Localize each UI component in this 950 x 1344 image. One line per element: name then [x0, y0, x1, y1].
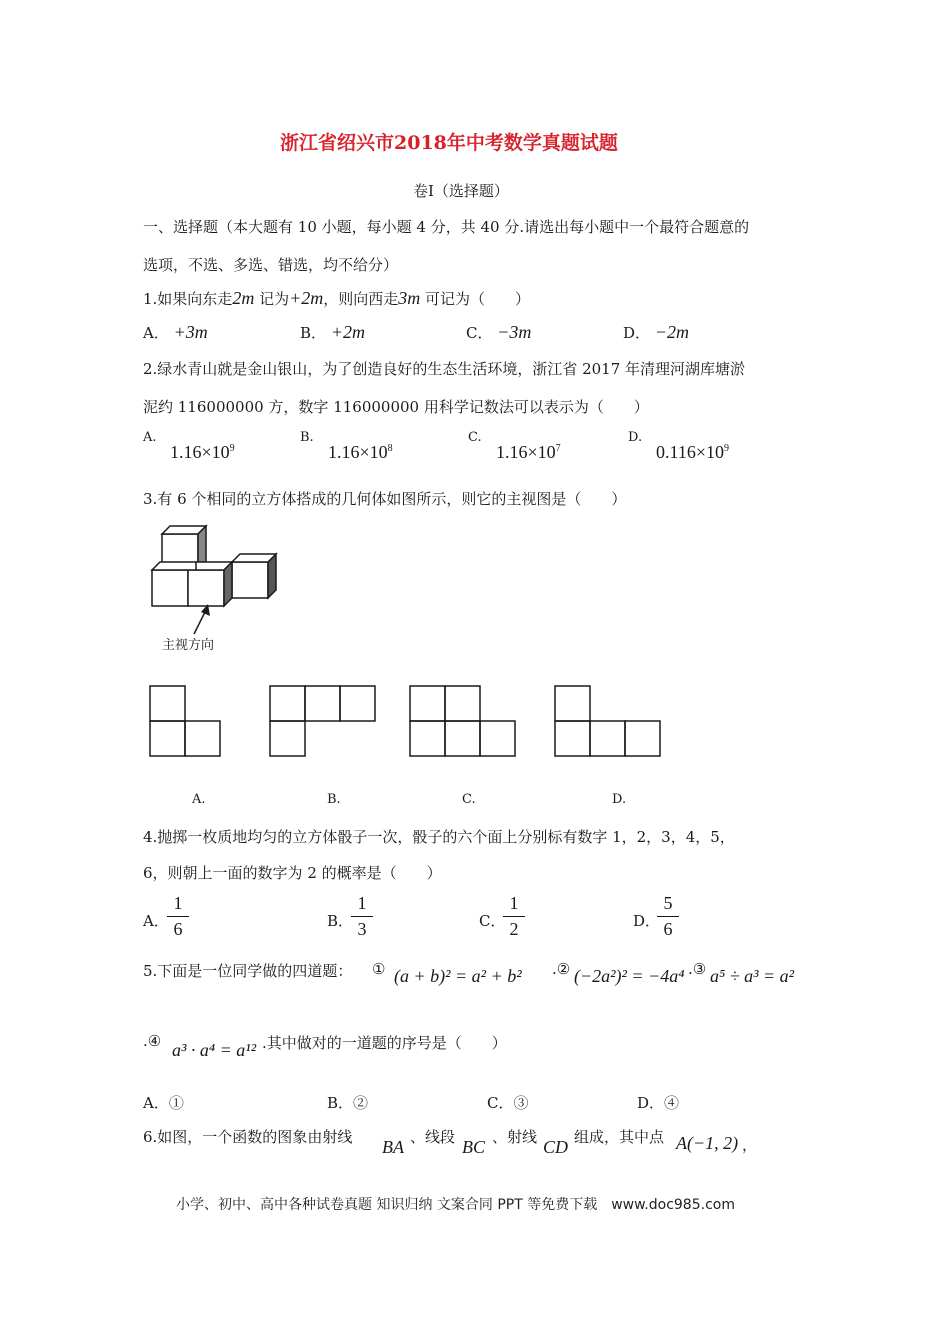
q2-option-d: $0.116\times 10^9$ [656, 442, 729, 462]
q2-option-a-label: A. [143, 430, 157, 445]
q6-text-2: 、射线 [492, 1128, 538, 1146]
q6-ray-cd: CD [543, 1137, 569, 1157]
q2-line-2: 泥约 116000000 方，数字 116000000 用科学记数法可以表示为（ ） [143, 398, 649, 416]
q2-option-d-label: D. [628, 430, 643, 445]
q1-math-3: 3m [398, 288, 421, 308]
q3-option-c-label: C. [462, 792, 476, 807]
q2-option-c: $1.16\times 10^7$ [496, 442, 561, 462]
q1-text: 1.如果向东走 [143, 290, 233, 308]
section-heading: 卷Ⅰ（选择题） [413, 182, 509, 200]
q5-marker-4: .④ [143, 1032, 162, 1050]
q4-option-d-label: D． [633, 912, 661, 930]
q3-option-d-label: D. [612, 792, 627, 807]
q5-marker-2: .② [552, 960, 571, 978]
q5-expression-4: a³ · a⁴ = a¹² [172, 1040, 257, 1060]
q6-text-1: 、线段 [410, 1128, 456, 1146]
q1-text: 记为 [254, 290, 290, 308]
question-1 [143, 288, 530, 309]
q5-option-a: A．① [143, 1094, 184, 1112]
q6-segment-bc: BC [462, 1137, 486, 1157]
q5-suffix: .其中做对的一道题的序号是（ ） [262, 1034, 507, 1052]
q6-ray-ba: BA [382, 1137, 404, 1157]
q5-marker-3: .③ [688, 960, 707, 978]
q5-expression-3: a⁵ ÷ a³ = a² [710, 966, 795, 986]
q2-option-a: $1.16\times 10^9$ [170, 442, 235, 462]
q3-option-b-view [268, 684, 380, 758]
q4-option-b-label: B． [327, 912, 354, 930]
q2-option-b: $1.16\times 10^8$ [328, 442, 393, 462]
instructions-line-1: 一、选择题（本大题有 10 小题，每小题 4 分，共 40 分.请选出每小题中一个最符合题意的 [143, 218, 750, 236]
q1-math-1: 2m [232, 288, 255, 308]
q3-text: 3.有 6 个相同的立方体搭成的几何体如图所示，则它的主视图是（ ） [143, 490, 627, 508]
q6-comma: ， [742, 1136, 758, 1154]
q2-option-b-label: B. [300, 430, 314, 445]
q5-prefix: 5.下面是一位同学做的四道题： [143, 962, 353, 980]
q4-option-b-fraction: 1 3 [351, 893, 373, 940]
q3-option-b-label: B. [327, 792, 341, 807]
q1-text: ，则向西走 [323, 290, 399, 308]
q1-math-2: +2m [289, 288, 324, 308]
page-footer: 小学、初中、高中各种试卷真题 知识归纳 文案合同 PPT 等免费下载 www.doc985.com [176, 1197, 735, 1213]
q6-point-a: A(−1, 2) [676, 1133, 739, 1153]
q2-line-1: 2.绿水青山就是金山银山，为了创造良好的生态生活环境，浙江省 2017 年清理河湖库塘淤 [143, 360, 746, 378]
q4-option-a-fraction: 1 6 [167, 893, 189, 940]
q3-option-d-view [553, 684, 665, 758]
q2-option-c-label: C. [468, 430, 482, 445]
q4-option-c-fraction: 1 2 [503, 893, 525, 940]
q5-option-c: C．③ [487, 1094, 529, 1112]
q4-option-a-label: A． [143, 912, 169, 930]
q3-option-a-view [148, 684, 224, 758]
q4-option-d-fraction: 5 6 [657, 893, 679, 940]
q1-option-c: C． −3m [466, 322, 532, 342]
q3-option-a-label: A. [192, 792, 206, 807]
q5-expression-1: (a + b)² = a² + b² [394, 966, 522, 986]
page-title: 浙江省绍兴市2018年中考数学真题试题 [280, 132, 618, 154]
instructions-line-2: 选项，不选、多选、错选，均不给分） [143, 256, 399, 274]
q1-text: 可记为（ ） [420, 290, 531, 308]
q5-option-b: B．② [327, 1094, 369, 1112]
q1-option-d: D． −2m [623, 322, 689, 342]
q1-option-a: A． +3m [143, 322, 208, 342]
q6-prefix: 6.如图，一个函数的图象由射线 [143, 1128, 353, 1146]
q4-option-c-label: C． [479, 912, 506, 930]
q4-line-2: 6，则朝上一面的数字为 2 的概率是（ ） [143, 864, 442, 882]
q4-line-1: 4.抛掷一枚质地均匀的立方体骰子一次，骰子的六个面上分别标有数字 1，2，3，4，5， [143, 828, 735, 846]
q6-text-3: 组成，其中点 [574, 1128, 665, 1146]
q5-expression-2: (−2a²)² = −4a⁴ [574, 966, 685, 986]
q5-option-d: D．④ [637, 1094, 680, 1112]
q1-option-b: B． +2m [300, 322, 365, 342]
q3-view-caption: 主视方向 [162, 638, 215, 653]
q3-option-c-view [408, 684, 520, 758]
q5-marker-1: ① [372, 960, 386, 978]
